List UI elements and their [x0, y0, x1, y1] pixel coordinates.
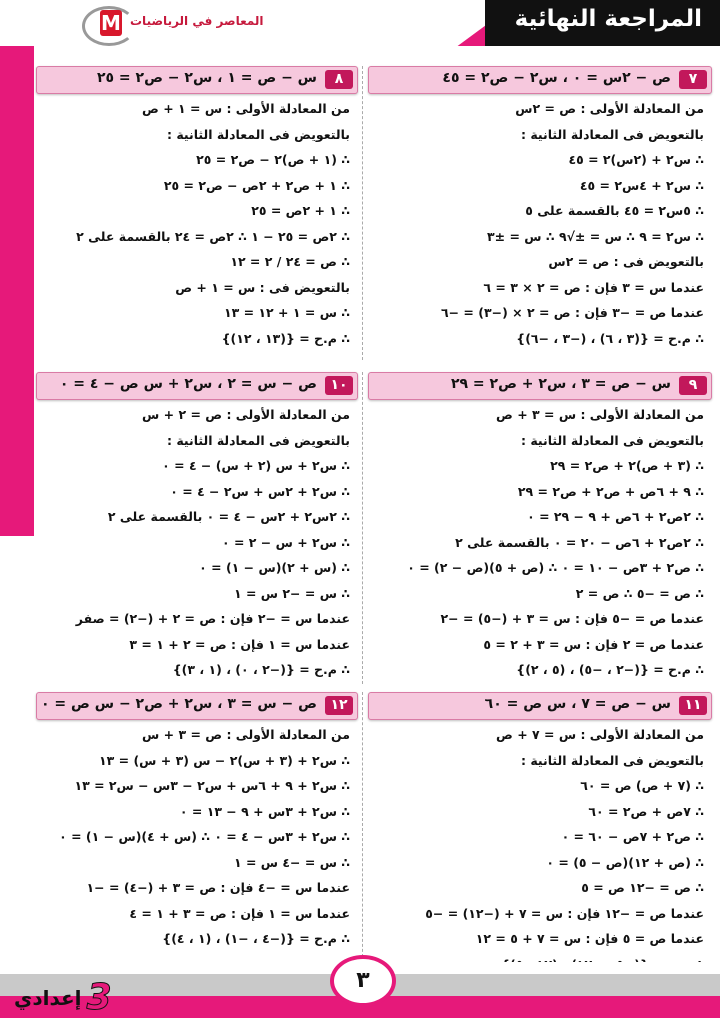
solution-line: ∴ ٩ + ٦ص + ص٢ + ص٢ = ٢٩ [517, 483, 704, 499]
logo-text: المعاصر في الرياضيات [130, 14, 264, 28]
problem-statement: ص − ٢س = ٠ ، س٢ − ص٢ = ٤٥ [442, 70, 671, 86]
solution-line: ∴ س٢ + ٩ + ٦س + س٢ − ٣س − س٢ = ١٣ [74, 778, 350, 793]
solution-lines [42, 402, 350, 684]
solution-line: ∴ م.ح = {(−٢ ، ٠) ، (١ ، ٣)} [172, 662, 350, 677]
solution-line: ∴ س = −٢ س = ١ [233, 585, 350, 601]
problem-panel-11 [368, 692, 712, 974]
solution-line: بالتعويض فى المعادلة الثانية : [166, 126, 350, 142]
problem-panel-7 [368, 66, 712, 360]
publisher-logo [72, 6, 264, 40]
solution-line: عندما ص = −١٢ فإن : س = ٧ + (−١٢) = −٥ [425, 905, 704, 921]
solution-line: بالتعويض فى المعادلة الثانية : [520, 126, 704, 142]
problem-number: ٧ [679, 70, 707, 89]
problem-header [368, 372, 712, 400]
solution-line: ∴ س٢ + ٤س٢ = ٤٥ [579, 177, 704, 193]
solution-line: بالتعويض فى : ص = ٢س [548, 254, 704, 269]
solution-line: ∴ ٢ص٢ + ٦ص − ٢٠ = ٠ بالقسمة على ٢ [455, 534, 704, 550]
page-number: ٣ [330, 955, 396, 1007]
solution-line: بالتعويض فى المعادلة الثانية : [520, 432, 704, 448]
column-divider [362, 66, 363, 360]
solution-line: ∴ س٢ + (٢س)٢ = ٤٥ [568, 152, 704, 167]
solution-lines [42, 722, 350, 974]
solution-line: ∴ م.ح = {(١٣ ، ١٢)} [221, 330, 350, 346]
solution-line: ∴ ٧ص + ص٢ = ٦٠ [588, 803, 704, 819]
solution-line: ∴ س٢ + س (٢ + س) − ٤ = ٠ [162, 458, 350, 473]
solution-line: ∴ س٢ = ٩ ∴ س = ±√٩ ∴ س = ±٣ [486, 228, 704, 244]
problem-number: ١١ [679, 696, 707, 715]
solution-line: بالتعويض فى المعادلة الثانية : [520, 752, 704, 768]
problem-statement: س − ص = ١ ، س٢ − ص٢ = ٢٥ [96, 70, 317, 86]
solution-line: عندما ص = −٣ فإن : ص = ٢ × (−٣) = −٦ [440, 305, 704, 320]
solution-line: ∴ (١ + ص)٢ − ص٢ = ٢٥ [196, 152, 350, 167]
problem-statement: ص − س = ٣ ، س٢ + ص٢ − س ص = ٠ [41, 696, 317, 712]
solution-lines [374, 722, 704, 974]
solution-line: ∴ (٧ + ص) ص = ٦٠ [580, 778, 704, 793]
solution-line: ∴ (٣ + ص)٢ + ص٢ = ٢٩ [550, 458, 704, 473]
solution-line: من المعادلة الأولى : ص = ٣ + س [142, 727, 350, 742]
problem-header [36, 372, 358, 400]
solution-lines [374, 402, 704, 684]
solution-line: ∴ س٢ + (٣ + س)٢ − س (٣ + س) = ١٣ [99, 752, 350, 768]
problem-panel-8 [36, 66, 358, 360]
solution-line: ∴ س = −٤ س = ١ [233, 854, 350, 870]
problem-panel-10 [36, 372, 358, 684]
grade-label: إعدادي [14, 986, 82, 1010]
solution-line: ∴ ص٢ + ٣ص − ١٠ = ٠ ∴ (ص + ٥)(ص − ٢) = ٠ [407, 560, 704, 575]
problem-statement: س − ص = ٣ ، س٢ + ص٢ = ٢٩ [450, 376, 671, 392]
solution-line: عندما س = ١ فإن : ص = ٢ + ١ = ٣ [129, 636, 350, 652]
problem-number: ١٢ [325, 696, 353, 715]
problem-header [368, 692, 712, 720]
solution-line: ∴ ص = −٥ ∴ ص = ٢ [575, 585, 704, 601]
problem-statement: ص − س = ٢ ، س٢ + س ص − ٤ = ٠ [59, 376, 317, 392]
solution-line: ∴ س٢ + ٢س + س٢ − ٤ = ٠ [170, 483, 350, 499]
solution-line: من المعادلة الأولى : ص = ٢ + س [142, 407, 350, 422]
solution-line: ∴ (ص + ١٢)(ص − ٥) = ٠ [546, 854, 704, 870]
left-decorative-strip [0, 46, 34, 536]
solution-line: ∴ م.ح = {(−٤ ، −١) ، (١ ، ٤)} [162, 931, 350, 946]
solution-line: ∴ ص = ٢٤ / ٢ = ١٢ [230, 254, 350, 269]
logo-letter: M [101, 11, 121, 35]
solution-line: ∴ ٢ص٢ + ٦ص + ٩ − ٢٩ = ٠ [527, 509, 704, 524]
solution-line: ∴ ٢ص = ٢٥ − ١ ∴ ٢ص = ٢٤ بالقسمة على ٢ [76, 228, 350, 244]
grade-badge [14, 977, 112, 1018]
solution-line: ∴ م.ح = {(−٢ ، −٥) ، (٥ ، ٢)} [516, 662, 704, 677]
problem-panel-12 [36, 692, 358, 974]
solution-line: بالتعويض فى : س = ١ + ص [175, 279, 350, 295]
column-divider [362, 372, 363, 684]
solution-line: ∴ ٢س٢ + ٢س − ٤ = ٠ بالقسمة على ٢ [107, 509, 350, 524]
solution-lines [374, 96, 704, 360]
solution-line: ∴ ص٢ + ٧ص − ٦٠ = ٠ [561, 829, 704, 844]
problem-statement: س − ص = ٧ ، س ص = ٦٠ [484, 696, 671, 712]
solution-line: ∴ س٢ + ٣س − ٤ = ٠ ∴ (س + ٤)(س − ١) = ٠ [59, 829, 350, 844]
solution-line: ∴ ٥س٢ = ٤٥ بالقسمة على ٥ [525, 203, 704, 218]
solution-line: عندما س = ٣ فإن : ص = ٢ × ٣ = ٦ [483, 279, 704, 295]
problem-header [368, 66, 712, 94]
solution-line: من المعادلة الأولى : س = ٣ + ص [496, 407, 704, 422]
solution-line: عندما س = ١ فإن : ص = ٣ + ١ = ٤ [129, 905, 350, 921]
problem-header [36, 66, 358, 94]
solution-line: بالتعويض فى المعادلة الثانية : [166, 432, 350, 448]
solution-line: ∴ س٢ + ٣س + ٩ − ١٣ = ٠ [179, 803, 350, 819]
problem-header [36, 692, 358, 720]
solution-line: ∴ س٢ + س − ٢ = ٠ [221, 534, 350, 550]
problem-number: ٨ [325, 70, 353, 89]
solution-line: عندما ص = ٢ فإن : س = ٣ + ٢ = ٥ [483, 636, 704, 652]
solution-line: ∴ (س + ٢)(س − ١) = ٠ [199, 560, 350, 575]
solution-line: ∴ م.ح = {(٣ ، ٦) ، (−٣ ، −٦)} [516, 330, 704, 346]
solution-line: من المعادلة الأولى : س = ٧ + ص [496, 727, 704, 742]
grade-number: 3 [86, 977, 112, 1018]
column-divider [362, 692, 363, 962]
solution-line: عندما ص = ٥ فإن : س = ٧ + ٥ = ١٢ [475, 931, 704, 946]
problem-panel-9 [368, 372, 712, 684]
solution-line: عندما س = −٤ فإن : ص = ٣ + (−٤) = −١ [86, 880, 350, 895]
page-title: المراجعة النهائية [514, 6, 702, 32]
solution-line: من المعادلة الأولى : س = ١ + ص [142, 101, 350, 116]
solution-line: ∴ ص = −١٢ ص = ٥ [581, 880, 704, 895]
solution-line: ∴ س = ١ + ١٢ = ١٣ [223, 305, 350, 320]
problem-number: ٩ [679, 376, 707, 395]
solution-line: ∴ ١ + ٢ص = ٢٥ [251, 203, 350, 218]
solution-line: ∴ ١ + ص٢ + ٢ص − ص٢ = ٢٥ [163, 177, 350, 193]
solution-line: عندما س = −٢ فإن : ص = ٢ + (−٢) = صفر [75, 611, 350, 626]
solution-line: عندما ص = −٥ فإن : س = ٣ + (−٥) = −٢ [440, 611, 704, 626]
solution-line: من المعادلة الأولى : ص = ٢س [515, 101, 704, 116]
problem-number: ١٠ [325, 376, 353, 395]
solution-lines [42, 96, 350, 360]
